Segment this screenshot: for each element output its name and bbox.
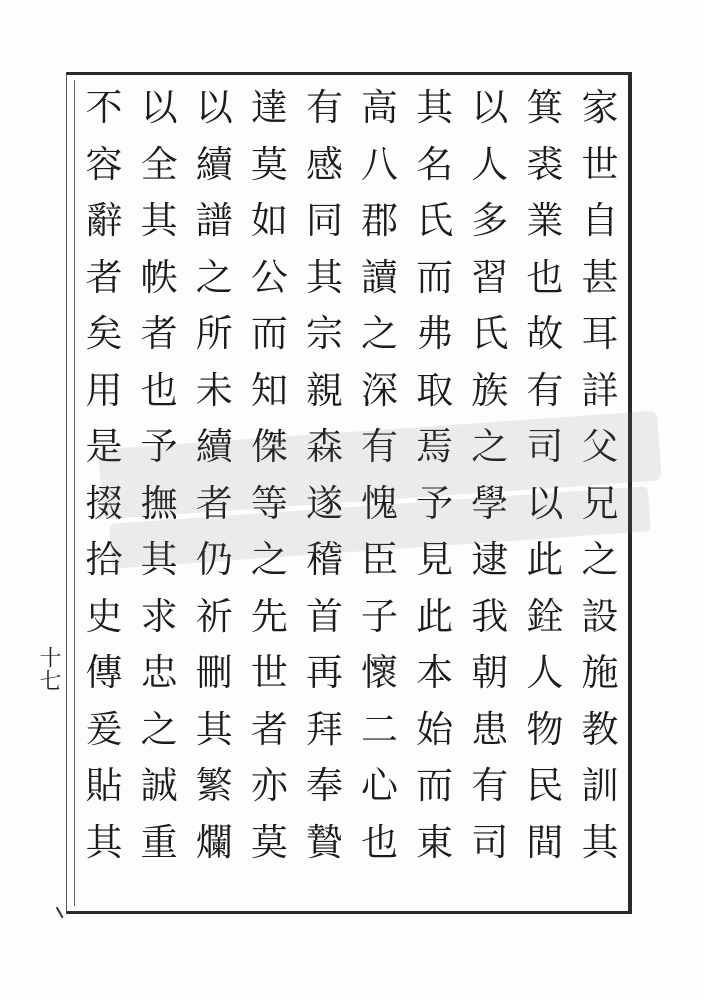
text-character: 取	[416, 368, 454, 412]
text-character: 重	[140, 820, 178, 864]
text-character: 讀	[361, 255, 399, 299]
text-character: 有	[361, 425, 399, 468]
text-column-4	[409, 80, 461, 900]
text-character: 者	[140, 312, 178, 355]
text-character: 民	[526, 764, 564, 807]
text-character: 贄	[305, 820, 343, 864]
text-column-6	[298, 80, 350, 900]
text-column-9	[133, 80, 185, 900]
text-character: 物	[526, 707, 564, 751]
text-character: 司	[526, 425, 564, 468]
text-character: 甚	[581, 255, 619, 299]
text-character: 首	[305, 594, 343, 638]
text-character: 以	[140, 86, 178, 129]
text-character: 未	[195, 368, 233, 412]
text-character: 氏	[416, 199, 454, 242]
text-character: 莫	[250, 142, 288, 186]
text-character: 莫	[250, 820, 288, 864]
text-character: 掇	[85, 481, 123, 525]
text-character: 全	[140, 142, 178, 186]
text-character: 是	[85, 425, 123, 468]
text-character: 矣	[85, 312, 123, 355]
text-character: 始	[416, 707, 454, 751]
text-character: 耳	[581, 312, 619, 355]
text-character: 逮	[471, 538, 509, 581]
text-character: 也	[526, 255, 564, 299]
text-character: 訓	[581, 764, 619, 807]
text-column-10	[78, 80, 130, 900]
text-character: 見	[416, 538, 454, 581]
text-character: 等	[250, 481, 288, 525]
text-character: 所	[195, 312, 233, 355]
text-character: 親	[305, 368, 343, 412]
text-character: 此	[526, 538, 564, 581]
text-column-1	[574, 80, 626, 900]
text-character: 如	[250, 199, 288, 242]
text-character: 也	[140, 368, 178, 412]
text-character: 焉	[416, 425, 454, 468]
text-character: 其	[85, 820, 123, 864]
text-character: 忠	[140, 651, 178, 694]
text-character: 辭	[85, 199, 123, 242]
text-character: 撫	[140, 481, 178, 525]
text-character: 傳	[85, 651, 123, 694]
text-character: 詳	[581, 368, 619, 412]
text-column-3	[464, 80, 516, 900]
text-character: 不	[85, 86, 123, 129]
text-character: 朝	[471, 651, 509, 694]
text-character: 箕	[526, 86, 564, 129]
text-character: 設	[581, 594, 619, 638]
text-character: 其	[140, 538, 178, 581]
text-column-5	[354, 80, 406, 900]
text-character: 而	[416, 255, 454, 299]
text-character: 二	[361, 707, 399, 751]
text-character: 爰	[85, 707, 123, 751]
text-character: 者	[195, 481, 233, 525]
text-character: 仍	[195, 538, 233, 581]
text-character: 人	[526, 651, 564, 694]
text-character: 其	[416, 86, 454, 129]
text-character: 繁	[195, 764, 233, 807]
text-character: 間	[526, 820, 564, 864]
text-column-8	[188, 80, 240, 900]
text-character: 裘	[526, 142, 564, 186]
text-character: 有	[471, 764, 509, 807]
text-character: 故	[526, 312, 564, 355]
text-character: 此	[416, 594, 454, 638]
text-character: 祈	[195, 594, 233, 638]
text-character: 拾	[85, 538, 123, 581]
text-character: 世	[581, 142, 619, 186]
text-character: 傑	[250, 425, 288, 468]
text-character: 學	[471, 481, 509, 525]
text-character: 以	[195, 86, 233, 129]
text-character: 心	[361, 764, 399, 807]
text-character: 施	[581, 651, 619, 694]
text-character: 容	[85, 142, 123, 186]
text-character: 爛	[195, 820, 233, 864]
text-character: 者	[85, 255, 123, 299]
text-character: 兄	[581, 481, 619, 525]
text-character: 八	[361, 142, 399, 186]
text-character: 氏	[471, 312, 509, 355]
text-character: 之	[471, 425, 509, 468]
inner-margin-rule	[74, 80, 75, 906]
text-character: 感	[305, 142, 343, 186]
text-character: 以	[471, 86, 509, 129]
text-character: 東	[416, 820, 454, 864]
text-character: 而	[250, 312, 288, 355]
text-character: 臣	[361, 538, 399, 581]
text-character: 同	[305, 199, 343, 242]
text-character: 其	[581, 820, 619, 864]
text-character: 之	[140, 707, 178, 751]
text-character: 宗	[305, 312, 343, 355]
text-character: 弗	[416, 312, 454, 355]
text-character: 其	[195, 707, 233, 751]
page-number: 十七	[36, 646, 61, 692]
text-character: 而	[416, 764, 454, 807]
text-character: 森	[305, 425, 343, 468]
text-character: 族	[471, 368, 509, 412]
text-character: 銓	[526, 594, 564, 638]
text-character: 亦	[250, 764, 288, 807]
text-character: 父	[581, 425, 619, 468]
text-character: 史	[85, 594, 123, 638]
text-character: 續	[195, 142, 233, 186]
text-character: 多	[471, 199, 509, 242]
text-character: 之	[581, 538, 619, 581]
text-character: 習	[471, 255, 509, 299]
text-character: 求	[140, 594, 178, 638]
text-character: 之	[250, 538, 288, 581]
text-character: 深	[361, 368, 399, 412]
text-character: 者	[250, 707, 288, 751]
text-character: 患	[471, 707, 509, 751]
text-column-2	[519, 80, 571, 900]
text-character: 高	[361, 86, 399, 129]
text-character: 自	[581, 199, 619, 242]
text-character: 帙	[140, 255, 178, 299]
text-character: 子	[361, 594, 399, 638]
text-character: 有	[305, 86, 343, 129]
text-character: 公	[250, 255, 288, 299]
text-character: 人	[471, 142, 509, 186]
text-character: 刪	[195, 651, 233, 694]
text-character: 懷	[361, 651, 399, 694]
text-character: 誠	[140, 764, 178, 807]
text-character: 世	[250, 651, 288, 694]
text-character: 貼	[85, 764, 123, 807]
text-character: 遂	[305, 481, 343, 525]
text-character: 稽	[305, 538, 343, 581]
text-columns	[78, 80, 626, 900]
text-character: 譜	[195, 199, 233, 242]
text-character: 愧	[361, 481, 399, 525]
text-character: 知	[250, 368, 288, 412]
text-character: 以	[526, 481, 564, 525]
text-character: 先	[250, 594, 288, 638]
text-character: 達	[250, 86, 288, 129]
text-character: 用	[85, 368, 123, 412]
text-character: 其	[305, 255, 343, 299]
text-character: 續	[195, 425, 233, 468]
text-character: 名	[416, 142, 454, 186]
text-character: 之	[195, 255, 233, 299]
text-character: 奉	[305, 764, 343, 807]
text-character: 郡	[361, 199, 399, 242]
text-character: 本	[416, 651, 454, 694]
text-character: 再	[305, 651, 343, 694]
text-character: 予	[140, 425, 178, 468]
text-character: 我	[471, 594, 509, 638]
text-character: 業	[526, 199, 564, 242]
text-character: 之	[361, 312, 399, 355]
text-character: 予	[416, 481, 454, 525]
text-character: 也	[361, 820, 399, 864]
text-character: 教	[581, 707, 619, 751]
text-character: 家	[581, 86, 619, 129]
text-character: 司	[471, 820, 509, 864]
text-column-7	[243, 80, 295, 900]
text-character: 其	[140, 199, 178, 242]
text-character: 拜	[305, 707, 343, 751]
text-character: 有	[526, 368, 564, 412]
